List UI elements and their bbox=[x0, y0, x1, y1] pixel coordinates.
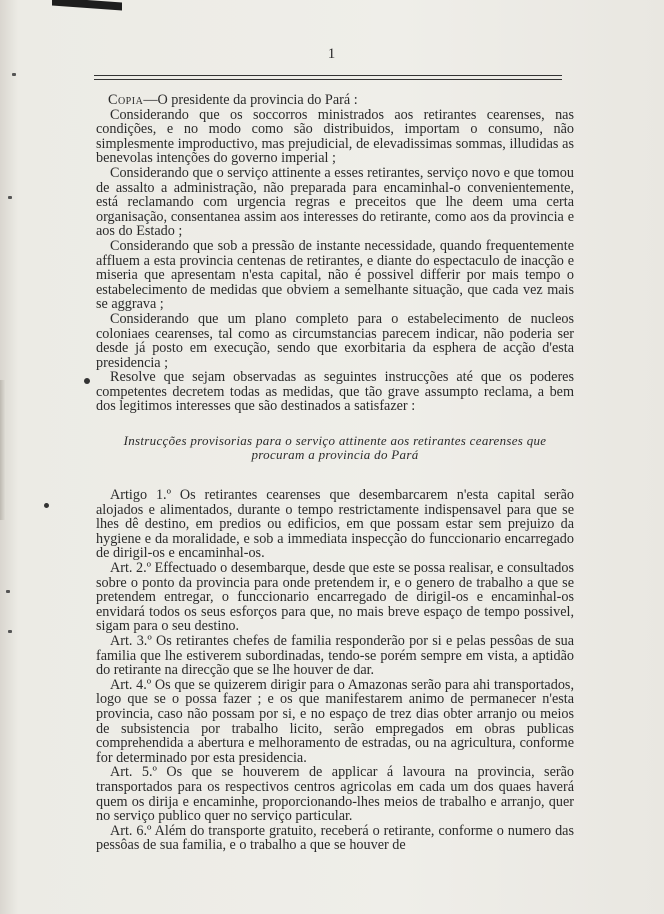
preamble-paragraph: Considerando que sob a pressão de instante necessidade, quando frequentemente affluem a esta provincia centenas de retirantes, e diante do espectaculo de inacção e miseria que apresentam n'esta capital, não é possivel differir por mais tempo o estabelecimento de medidas que obviem a semelhante situação, que cada vez mais se aggrava ; bbox=[96, 237, 574, 313]
binding-edge bbox=[0, 380, 6, 520]
preamble-paragraph: Resolve que sejam observadas as seguintes instrucções até que os poderes competentes decretem todas as medidas, que tão grave assumpto reclama, a bem dos legitimos interesses que são destinados a satisfazer : bbox=[96, 369, 574, 415]
margin-mark bbox=[12, 73, 16, 76]
article-paragraph: Art. 5.º Os que se houverem de applicar á lavoura na provincia, serão transportados para os respectivos centros agricolas em cada um dos quaes haverá quem os dirija e encaminhe, proporcionando-lhes meios de trabalho e arranjo, quer no serviço publico quer no serviço particular. bbox=[96, 764, 574, 825]
margin-mark bbox=[6, 590, 10, 593]
margin-mark bbox=[8, 630, 12, 633]
opening-text: —O presidente da provincia do Pará : bbox=[143, 92, 358, 108]
preamble-paragraph: Considerando que um plano completo para o estabelecimento de nucleos coloniaes cearenses, tal como as circumstancias parecem indicar, não poderia ser desde já posto em execução, sendo que exorbitaria da esphera de acção d'esta presidencia ; bbox=[96, 310, 574, 371]
page-number: 1 bbox=[327, 46, 337, 62]
torn-corner bbox=[52, 0, 122, 10]
article-paragraph: Artigo 1.º Os retirantes cearenses que desembarcarem n'esta capital serão alojados e alimentados, durante o tempo restrictamente indispensavel para que se lhes dê destino, em predios ou edificios, em que possam estar sem prejuizo da hygiene e da moralidade, e sob a immediata inspecção do funccionario encarregado de dirigil-os e encaminhal-os. bbox=[96, 487, 574, 562]
article-paragraph: Art. 4.º Os que se quizerem dirigir para o Amazonas serão para ahi transportados, logo que se o possa fazer ; e os que manifestarem animo de permanecer n'esta provincia, caso não possam por si, e no espaço de trez dias obter arranjo ou meios de subsistencia por trabalho licito, serão empregados em obras publicas comprehendida a abertura e melhoramento de estradas, ou na agricultura, conforme for determinado por esta presidencia. bbox=[96, 676, 574, 766]
article-paragraph: Art. 6.º Além do transporte gratuito, receberá o retirante, conforme o numero das pessôas de sua familia, e o trabalho a que se houver de bbox=[96, 822, 574, 854]
opening-line bbox=[96, 93, 574, 108]
article-paragraph: Art. 2.º Effectuado o desembarque, desde que este se possa realisar, e consultados sobre o ponto da provincia para onde pretendem ir, e o genero de trabalho a que se pretendem entregar, o funccionario encarregado de dirigil-os e encaminhal-os envidará todos os seus esforços para que, no mais breve espaço de tempo possivel, sigam para o seu destino. bbox=[96, 560, 574, 635]
margin-dot bbox=[84, 378, 90, 384]
section-heading: Instrucções provisorias para o serviço attinente aos retirantes cearenses que procuram a provincia do Pará bbox=[123, 433, 547, 463]
margin-dot bbox=[44, 503, 49, 508]
header-rule bbox=[94, 79, 562, 80]
article-paragraph: Art. 3.º Os retirantes chefes de familia responderão por si e pelas pessôas de sua familia que lhe estiverem subordinadas, tendo-se porém sempre em vista, a aptidão do retirante na direcção que se lhe houver de dar. bbox=[96, 633, 574, 679]
preamble-paragraph: Considerando que o serviço attinente a esses retirantes, serviço novo e que tomou de assalto a administração, não preparada para encaminhal-o convenientemente, está reclamando com urgencia regras e preceitos que lhe deem uma certa organisação, consentanea assim aos interesses do retirante, como aos da provincia e aos do Estado ; bbox=[96, 164, 574, 240]
header-rule bbox=[94, 75, 562, 76]
margin-mark bbox=[8, 196, 12, 199]
copia-label: Copia bbox=[108, 92, 144, 108]
preamble-paragraph: Considerando que os soccorros ministrados aos retirantes cearenses, nas condições, e no modo como são distribuidos, importam o consumo, não simplesmente improductivo, mas prejudicial, de elevadissimas sommas, illudidas as benevolas intenções do governo imperial ; bbox=[96, 106, 574, 167]
document-body bbox=[96, 93, 574, 853]
